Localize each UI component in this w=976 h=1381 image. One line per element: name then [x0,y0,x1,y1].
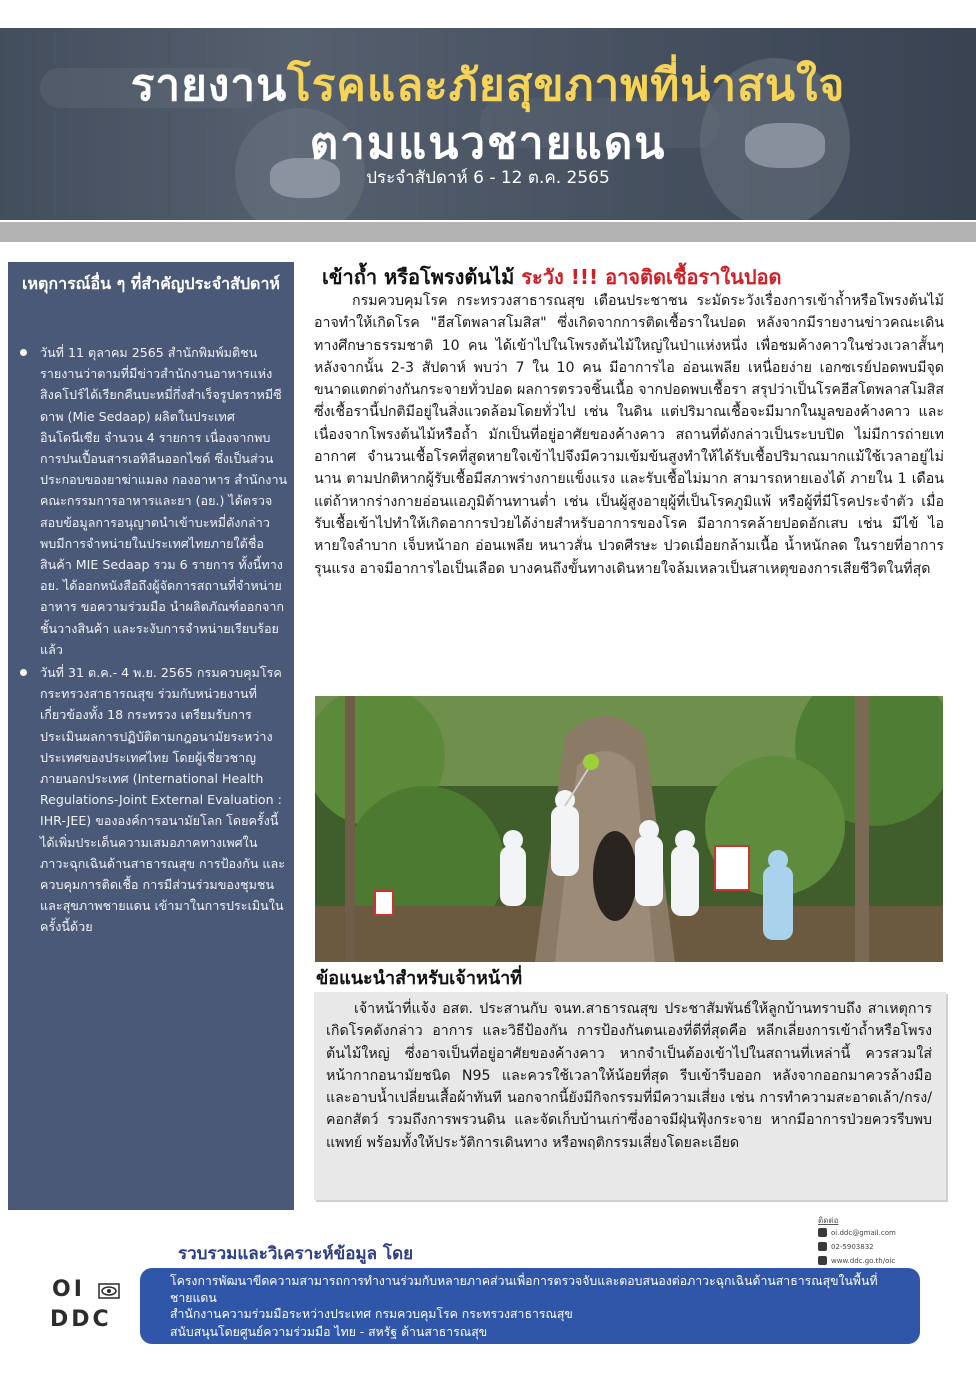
cave-tree-photo [315,696,943,962]
sidebar-list [14,342,290,940]
page-title-line2: ตามแนวชายแดน [309,118,667,169]
header-banner [0,28,976,220]
footer-info-box [140,1268,920,1344]
contact-phone: 02-5903832 [831,1242,874,1251]
title-part-white: รายงาน [130,60,288,111]
advice-box [314,992,946,1200]
eye-icon [98,1283,120,1299]
logo-text-ddc: DDC [50,1307,112,1332]
oi-ddc-logo [50,1277,130,1337]
article-body: กรมควบคุมโรค กระทรวงสาธารณสุข เตือนประชาชน ระมัดระวังเรื่องการเข้าถ้ำหรือโพรงต้นไม้ อาจทำให้เกิดโรค "ฮีสโตพลาสโมสิส" ซึ่งเกิดจากการติดเชื้อราในปอด หลังจากมีรายงานข่าวคณะเดินทางศึกษาธรรมชาติ 10 คน ได้เข้าไปในโพรงต้นไม้ใหญ่ในป่าแห่งหนึ่ง เพื่อชมค้างคาวในช่วงเวลาสั้นๆ หลังจากนั้น 2-3 สัปดาห์ พบว่า 7 ใน 10 คน มีอาการไอ อ่อนเพลีย เหนื่อยง่าย เอกซเรย์ปอดพบมีจุดขนาดแตกต่างกันกระจายทั่วปอด ผลการตรวจชิ้นเนื้อ จากปอดพบเชื้อรา สรุปว่าเป็นโรคฮีสโตพลาสโมสิส ซึ่งเชื้อรานี้ปกติมีอยู่ในสิ่งแวดล้อมโดยทั่วไป เช่น ในดิน แต่ปริมาณเชื้อจะมีมากในมูลของค้างคาว และเนื่องจากโพรงต้นไม้หรือถ้ำ มักเป็นที่อยู่อาศัยของค้างคาว สถานที่ดังกล่าวเป็นระบบปิด ไม่มีการถ่ายเทอากาศ จำนวนเชื้อโรคที่สูดหายใจเข้าไปจึงมีความเข้มข้นสูงทำให้ได้รับเชื้อปริมาณมากแม้ใช้เวลาอยู่ไม่นาน ตามปกติหากผู้รับเชื้อมีสภาพร่างกายแข็งแรง และรับเชื้อไม่มาก สามารถหายเองได้ ภายใน 1 เดือน แต่ถ้าหากร่างกายอ่อนแอภูมิต้านทานต่ำ เช่น เป็นผู้สูงอายุผู้ที่เป็นโรคภูมิแพ้ หรือผู้ที่มีโรคประจำตัว เมื่อรับเชื้อเข้าไปทำให้เกิดอาการป่วยได้ง่ายสำหรับอาการของโรค มีอาการคล้ายปอดอักเสบ เช่น มีไข้ ไอ หายใจลำบาก เจ็บหน้าอก อ่อนเพลีย หนาวสั่น ปวดศีรษะ ปวดเมื่อยกล้ามเนื้อ น้ำหนักลด ในรายที่อาการรุนแรง อาจมีอาการไอเป็นเลือด บางคนถึงขั้นทางเดินหายใจล้มเหลวเป็นสาเหตุของการเสียชีวิตในที่สุด [314,293,944,577]
contact-web-row [818,1256,895,1265]
footer-line1: โครงการพัฒนาขีดความสามารถการทำงานร่วมกับหลายภาคส่วนเพื่อการตรวจจับและตอบสนองต่อภาวะฉุกเฉินด้านสาธารณสุขในพื้นที่ชายแดน [170,1274,878,1305]
article-headline [322,261,962,293]
phone-icon [818,1242,827,1251]
footer-line3: สนับสนุนโดยศูนย์ความร่วมมือ ไทย - สหรัฐ ด้านสาธารณสุข [170,1325,488,1339]
forest-photo-illustration [315,696,943,962]
footer-line2: สำนักงานความร่วมมือระหว่างประเทศ กรมควบคุมโรค กระทรวงสาธารณสุข [170,1307,573,1321]
sidebar-item-text: วันที่ 11 ตุลาคม 2565 สำนักพิมพ์มติชน รายงานว่าตามที่มีข่าวสำนักงานอาหารแห่งสิงคโปร์ได้เรียกคืนบะหมี่กึ่งสำเร็จรูปตราหมีซีดาพ (Mie Sedaap) ผลิตในประเทศอินโดนีเซีย จำนวน 4 รายการ เนื่องจากพบการปนเปื้อนสารเอทิลีนออกไซด์ ซึ่งเป็นส่วนประกอบของยาฆ่าแมลง กองอาหาร สำนักงานคณะกรรมการอาหารและยา (อย.) ได้ตรวจสอบข้อมูลการอนุญาตนำเข้าบะหมี่ดังกล่าว พบมีการจำหน่ายในประเทศไทยภายใต้ชื่อสินค้า MIE Sedaap รวม 6 รายการ ทั้งนี้ทาง อย. ได้ออกหนังสือถึงผู้จัดการสถานที่จำหน่ายอาหาร ขอความร่วมมือ นำผลิตภัณฑ์ออกจากชั้นวางสินค้า และระงับการจำหน่ายเรียบร้อยแล้ว [40,345,288,657]
bullet-icon [20,349,27,356]
advice-heading: ข้อแนะนำสำหรับเจ้าหน้าที่ [316,968,523,989]
other-events-sidebar [8,262,294,1210]
headline-black: เข้าถ้ำ หรือโพรงต้นไม้ [322,265,515,289]
sidebar-item [14,342,290,660]
email-icon [818,1228,827,1237]
sidebar-heading: เหตุการณ์อื่น ๆ ที่สำคัญประจำสัปดาห์ [22,274,280,293]
headline-red: ระวัง !!! อาจติดเชื้อราในปอด [521,265,782,289]
advice-body: เจ้าหน้าที่แจ้ง อสต. ประสานกับ จนท.สาธารณสุข ประชาสัมพันธ์ให้ลูกบ้านทราบถึง สาเหตุการเกิดโรคดังกล่าว อาการ และวิธีป้องกัน การป้องกันตนเองที่ดีที่สุดคือ หลีกเลี่ยงการเข้าถ้ำหรือโพรงต้นไม้ใหญ่ ซึ่งอาจเป็นที่อยู่อาศัยของค้างคาว หากจำเป็นต้องเข้าไปในสถานที่เหล่านี้ ควรสวมใส่หน้ากากอนามัยชนิด N95 และควรใช้เวลาให้น้อยที่สุด รีบเข้ารีบออก หลังจากออกมาควรล้างมือ และอาบน้ำเปลี่ยนเสื้อผ้าทันที นอกจากนี้ยังมีกิจกรรมที่มีความเสี่ยง เช่น การทำความสะอาดเล้า/กรง/คอกสัตว์ รวมถึงการพรวนดิน และจัดเก็บบ้านเก่าซึ่งอาจมีฝุ่นฟุ้งกระจาย หากมีอาการป่วยควรรีบพบแพทย์ พร้อมทั้งให้ประวัติการเดินทาง หรือพฤติกรรมเสี่ยงโดยละเอียด [326,1001,932,1151]
sidebar-item [14,662,290,938]
sidebar-item-text: วันที่ 31 ต.ค.- 4 พ.ย. 2565 กรมควบคุมโรค กระทรวงสาธารณสุข ร่วมกับหน่วยงานที่เกี่ยวข้องทั้ง 18 กระทรวง เตรียมรับการประเมินผลการปฏิบัติตามกฎอนามัยระหว่างประเทศของประเทศไทย โดยผู้เชี่ยวชาญภายนอกประเทศ (International Health Regulations-Joint External Evaluation : IHR-JEE) ขององค์การอนามัยโลก โดยครั้งนี้ได้เพิ่มประเด็นความเสมอภาคทางเพศในภาวะฉุกเฉินด้านสาธารณสุข การป้องกัน และควบคุมการติดเชื้อ การมีส่วนร่วมของชุมชน และสุขภาพชายแดน เข้ามาในการประเมินในครั้งนี้ด้วย [40,665,286,935]
contact-phone-row [818,1242,874,1251]
collected-by-label: รวบรวมและวิเคราะห์ข้อมูล โดย [178,1244,414,1264]
logo-text-oi: OI [52,1277,85,1302]
contact-title: ติดต่อ [818,1216,839,1225]
contact-email-row [818,1228,896,1237]
title-part-yellow: โรคและภัยสุขภาพที่น่าสนใจ [287,60,846,111]
week-label: ประจำสัปดาห์ 6 - 12 ต.ค. 2565 [366,168,610,188]
contact-web: www.ddc.go.th/oic [831,1256,896,1265]
globe-icon [818,1256,827,1265]
contact-email: oi.ddc@gmail.com [831,1228,896,1237]
bullet-icon [20,669,27,676]
divider-bar [0,222,976,242]
